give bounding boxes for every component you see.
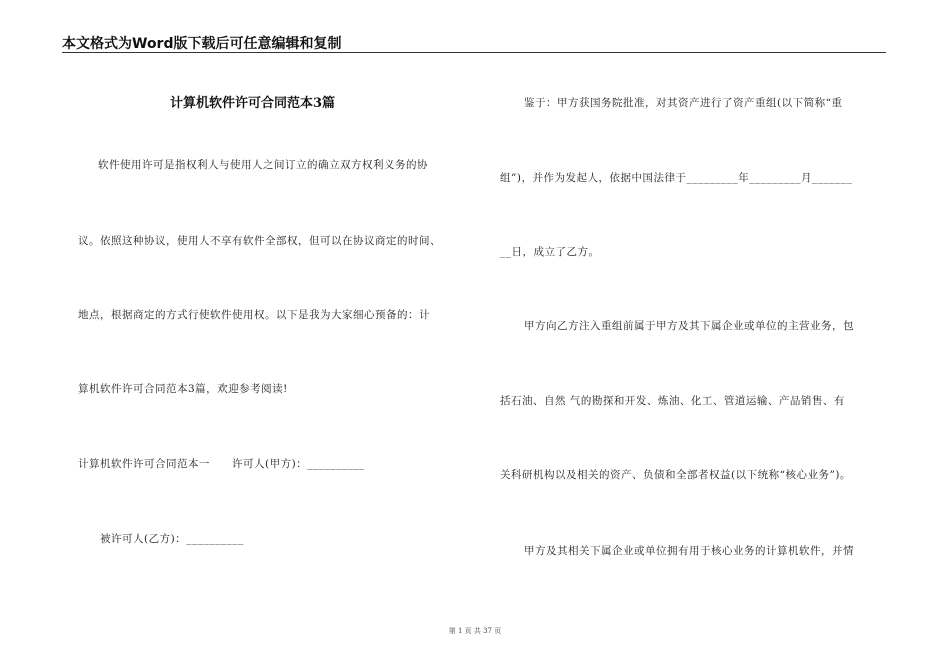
paragraph-line: 甲方及其相关下属企业或单位拥有用于核心业务的计算机软件，并情 bbox=[524, 545, 854, 557]
document-header-title: 本文格式为Word版下载后可任意编辑和复制 bbox=[62, 36, 342, 52]
paragraph-line: 括石油、自然 气的勘探和开发、炼油、化工、管道运输、产品销售、有 bbox=[500, 395, 845, 407]
licensor-line: 计算机软件许可合同范本一 许可人(甲方)：__________ bbox=[78, 458, 365, 470]
page-footer: 第 1 页 共 37 页 bbox=[448, 627, 502, 635]
paragraph-line: 甲方向乙方注入重组前属于甲方及其下属企业或单位的主营业务，包 bbox=[524, 320, 854, 332]
paragraph-line: 议。依照这种协议，使用人不享有软件全部权，但可以在协议商定的时间、 bbox=[78, 235, 441, 247]
paragraph-line: 算机软件许可合同范本3篇，欢迎参考阅读! bbox=[78, 383, 288, 395]
paragraph-line: __日，成立了乙方。 bbox=[500, 246, 600, 258]
paragraph-line: 地点，根据商定的方式行使软件使用权。以下是我为大家细心预备的：计 bbox=[78, 309, 430, 321]
header-divider bbox=[62, 52, 886, 53]
paragraph-line: 软件使用许可是指权利人与使用人之间订立的确立双方权利义务的协 bbox=[98, 159, 428, 171]
paragraph-line: 组”)，并作为发起人，依据中国法律于_________年_________月_______ bbox=[500, 172, 853, 184]
licensee-line: 被许可人(乙方)：__________ bbox=[100, 533, 244, 545]
paragraph-line: 鉴于：甲方获国务院批准，对其资产进行了资产重组(以下简称“重 bbox=[524, 97, 843, 109]
document-title: 计算机软件许可合同范本3篇 bbox=[170, 96, 336, 111]
paragraph-line: 关科研机构以及相关的资产、负债和全部者权益(以下统称“核心业务”)。 bbox=[500, 469, 851, 481]
